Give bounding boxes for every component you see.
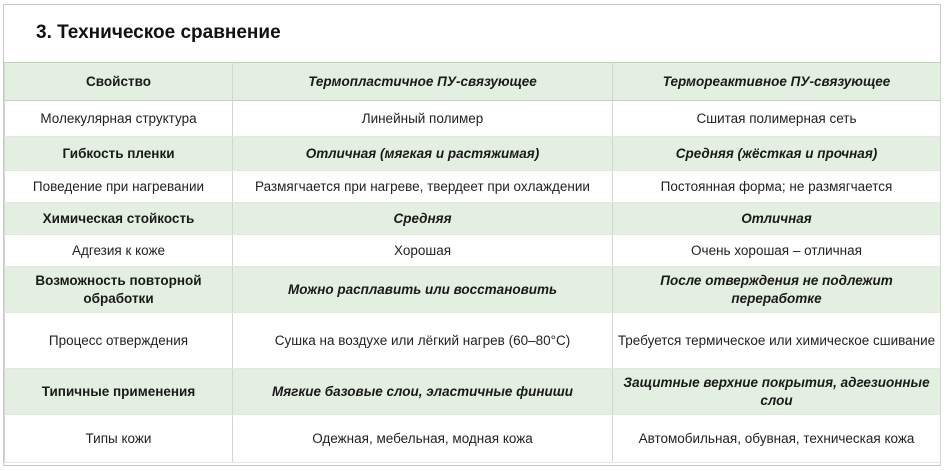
row-thermoplastic-value: Можно расплавить или восстановить <box>233 267 613 313</box>
row-thermoset-value: Средняя (жёсткая и прочная) <box>613 137 941 171</box>
header-thermoset: Термореактивное ПУ-связующее <box>613 63 941 101</box>
row-thermoset-value: Постоянная форма; не размягчается <box>613 171 941 203</box>
row-thermoplastic-value: Отличная (мягкая и растяжимая) <box>233 137 613 171</box>
comparison-table <box>4 62 941 463</box>
table-row <box>5 101 941 137</box>
row-thermoplastic-value: Сушка на воздухе или лёгкий нагрев (60–80°C) <box>233 313 613 369</box>
row-thermoplastic-value: Хорошая <box>233 235 613 267</box>
row-property: Типы кожи <box>5 415 233 463</box>
row-thermoplastic-value: Средняя <box>233 203 613 235</box>
page-title: 3. Техническое сравнение <box>36 22 281 43</box>
row-property: Гибкость пленки <box>5 137 233 171</box>
row-thermoplastic-value: Линейный полимер <box>233 101 613 137</box>
row-thermoset-value: Отличная <box>613 203 941 235</box>
table-row <box>5 235 941 267</box>
row-property: Молекулярная структура <box>5 101 233 137</box>
row-thermoset-value: Сшитая полимерная сеть <box>613 101 941 137</box>
row-thermoset-value: Требуется термическое или химическое сшивание <box>613 313 941 369</box>
header-thermoplastic: Термопластичное ПУ-связующее <box>233 63 613 101</box>
table-row <box>5 267 941 313</box>
row-property: Химическая стойкость <box>5 203 233 235</box>
table-row <box>5 137 941 171</box>
row-property: Процесс отверждения <box>5 313 233 369</box>
row-thermoplastic-value: Размягчается при нагреве, твердеет при охлаждении <box>233 171 613 203</box>
row-property: Типичные применения <box>5 369 233 415</box>
row-thermoset-value: После отверждения не подлежит переработке <box>613 267 941 313</box>
table-row <box>5 171 941 203</box>
table-row <box>5 313 941 369</box>
row-thermoset-value: Очень хорошая – отличная <box>613 235 941 267</box>
table-header-row <box>5 63 941 101</box>
table-row <box>5 369 941 415</box>
row-thermoset-value: Защитные верхние покрытия, адгезионные слои <box>613 369 941 415</box>
table-row <box>5 415 941 463</box>
row-thermoset-value: Автомобильная, обувная, техническая кожа <box>613 415 941 463</box>
row-property: Поведение при нагревании <box>5 171 233 203</box>
table-row <box>5 203 941 235</box>
header-property: Свойство <box>5 63 233 101</box>
row-thermoplastic-value: Одежная, мебельная, модная кожа <box>233 415 613 463</box>
row-thermoplastic-value: Мягкие базовые слои, эластичные финиши <box>233 369 613 415</box>
row-property: Адгезия к коже <box>5 235 233 267</box>
row-property: Возможность повторной обработки <box>5 267 233 313</box>
